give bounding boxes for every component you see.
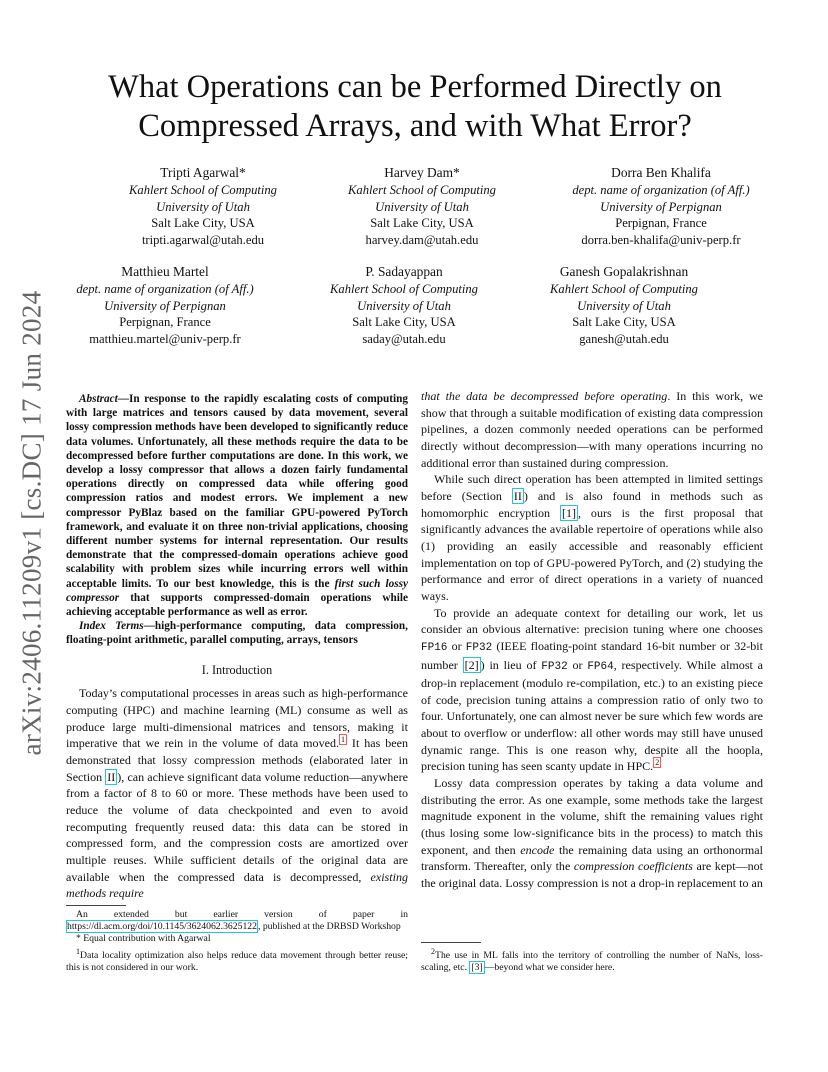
code-fp16: FP16 [421,641,448,654]
author-organization: University of Utah [357,298,451,313]
code-fp32: FP32 [541,660,568,673]
footnote-text: The use in ML falls into the territory of controlling the number of NaNs, loss-scaling, etc. [421,950,763,974]
footnote-text: , published at the DRBSD Workshop [257,921,401,933]
author-organization: University of Utah [375,199,469,214]
author-affiliation: Kahlert School of Computing [330,281,478,296]
author-affiliation: Kahlert School of Computing [348,182,496,197]
index-terms: —high-performance computing, data compression, floating-point arithmetic, parallel computing, arrays, tensors [66,620,408,647]
title-line-1: What Operations can be Performed Directly on [108,69,722,105]
emphasis: compression coefficients [573,859,693,874]
author-name: P. Sadayappan [365,264,443,279]
author-email: ganesh@utah.edu [579,332,669,347]
author-affiliation: Kahlert School of Computing [129,182,277,197]
author-organization: University of Perpignan [600,199,722,214]
footnote-marker: 2 [431,947,436,956]
footnote-link-2[interactable]: 2 [655,758,660,768]
text: ) in lieu of [480,657,542,672]
author-location: Salt Lake City, USA [572,315,676,330]
author-location: Salt Lake City, USA [370,216,474,231]
abstract-label: Abstract [79,393,118,405]
author-name: Matthieu Martel [121,264,209,279]
author-organization: University of Utah [156,199,250,214]
footnote-rule [421,942,481,943]
abstract-text-end: that supports compressed-domain operations while achieving acceptable performance as well as error. [66,591,408,619]
intro-paragraph-3 [421,605,763,776]
intro-paragraph-4 [421,775,763,892]
author-organization: University of Utah [577,298,671,313]
author-name: Harvey Dam* [384,165,460,180]
citation-link[interactable]: [2] [464,657,479,672]
text: Lossy data compression operates by taking a data volume and distributing the error. As one example, some methods take the largest magnitude exponent in the volume, shift the remaining values right (thus losing some low-significance bits in the process) to match this exponent, and then [421,776,763,857]
author-block-2 [307,165,537,249]
author-block-4 [50,264,280,348]
author-block-5 [289,264,519,348]
section-link[interactable]: II [107,769,116,784]
author-name: Ganesh Gopalakrishnan [559,264,689,279]
author-block-6 [509,264,739,348]
footnote-rule [66,905,126,906]
footnotes-left [66,909,408,974]
index-terms-label: Index Terms [79,620,144,633]
footnote-text: —beyond what we consider here. [484,962,615,974]
author-email: matthieu.martel@univ-perp.fr [89,332,241,347]
text: ) and is also found in methods such as homomorphic encryption [421,488,763,520]
author-affiliation: dept. name of organization (of Aff.) [572,182,750,197]
author-name: Dorra Ben Khalifa [611,165,711,180]
footnote-link-1[interactable]: 1 [340,735,345,745]
text: Today’s computational processes in areas such as high-performance computing (HPC) and machine learning (ML) consume as well as produce large multi-dimensional matrices and tensors, making it imperative that we rein in the volume of data moved. [66,686,408,751]
code-fp64: FP64 [587,660,614,673]
text: (IEEE floating-point standard 16-bit number or 32-bit number [421,638,763,672]
footnotes-right [421,946,763,975]
code-fp32: FP32 [465,641,493,654]
text: It has been demonstrated that lossy compression methods (elaborated later in Section [66,736,408,784]
author-location: Perpignan, France [615,216,707,231]
equal-contribution-note: * Equal contribution with Agarwal [76,933,211,945]
abstract [66,392,408,648]
text: the remaining data using an orthonormal transform. Thereafter, only the [421,842,763,874]
right-column [421,388,763,892]
text: ), can achieve significant data volume reduction—anywhere from a factor of 8 to 60 or more. These methods have been used to reduce the volume of data checkpointed and even to avoid recomputing frequently reused data: this data can be stored in compressed form, and the compression costs are amortized over multiple reuses. While sufficient details of the original data are available when the compressed data is decompressed, [66,769,408,884]
author-block-3 [546,165,776,249]
text: To provide an adequate context for detailing our work, let us consider an obvious alternative: precision tuning where one chooses [421,605,763,637]
text: or [447,638,466,653]
footnote-text: Data locality optimization also helps reduce data movement through better reuse; this is not considered in our work. [66,949,408,974]
author-email: dorra.ben-khalifa@univ-perp.fr [581,233,741,248]
intro-paragraph-1-cont [421,388,763,471]
author-location: Salt Lake City, USA [151,216,255,231]
section-heading-introduction: I. Introduction [201,662,273,677]
left-column [66,392,408,902]
intro-paragraph-2 [421,471,763,604]
author-location: Salt Lake City, USA [352,315,456,330]
abstract-text: —In response to the rapidly escalating costs of computing with large matrices and tensors caused by data movement, several lossy compression methods have been developed to significantly reduce data volumes. Unfortunately, all these methods require the data to be decompressed before further computations are done. In this work, we develop a lossy compressor that allows a dozen fairly fundamental operations directly on compressed data while offering good compression ratios and modest errors. We implement a new compressor PyBlaz based on the familiar GPU-powered PyTorch framework, and evaluate it on three non-trivial applications, choosing different number systems for internal representation. Our results demonstrate that the compressed-domain operations achieve good scalability with problem sizes while incurring errors well within acceptable limits. To our best knowledge, this is the [66,393,408,590]
arxiv-side-label [12,288,52,758]
author-email: saday@utah.edu [362,332,446,347]
text: , respectively. While almost a drop-in replacement (modulo re-compilation, etc.) to an existing piece of code, precision tuning attains a compression ratio of only two to four. Unfortunately, one can almost never be sure which few words are about to overflow or underflow: all other words may still have unused dynamic range. This is one reason why, despite all the hoopla, precision tuning has seen scanty update in HPC. [421,657,764,774]
emphasis: encode [520,842,555,857]
text: . In this work, we show that through a suitable modification of existing data compression pipelines, a dozen commonly needed operations can be performed directly without decompression—with many operations incurring no additional error than sustained during compression. [421,389,763,470]
paper-title [60,68,770,146]
title-line-2: Compressed Arrays, and with What Error? [138,108,692,144]
text: While such direct operation has been attempted in limited settings before (Section [421,472,763,503]
author-location: Perpignan, France [119,315,211,330]
arxiv-identifier: arXiv:2406.11209v1 [cs.DC] 17 Jun 2024 [16,290,47,756]
author-block-1 [88,165,318,249]
citation-link[interactable]: [1] [561,505,576,520]
author-affiliation: dept. name of organization (of Aff.) [76,281,254,296]
author-name: Tripti Agarwal* [160,165,246,180]
intro-paragraph-1 [66,685,408,902]
footnote-text: An extended but earlier version of paper in [76,909,408,920]
author-email: harvey.dam@utah.edu [365,233,479,248]
footnote-marker: 1 [76,946,81,956]
text: , ours is the first proposal that significantly advances the available repertoire of operations while also (1) providing an easily accessible and reasonably efficient implementation on top of GPU-powered PyTorch, and (2) studying the performance and error of direct operations in a variety of nuanced ways. [421,505,763,603]
doi-link[interactable]: https://dl.acm.org/doi/10.1145/3624062.3625122 [67,921,257,933]
citation-link[interactable]: [3] [471,962,483,974]
author-organization: University of Perpignan [104,298,226,313]
section-link[interactable]: II [513,488,522,503]
text: or [567,657,588,672]
emphasis: existing methods require [66,869,408,901]
emphasis: that the data be decompressed before operating [421,389,668,403]
abstract-emphasis: first such lossy compressor [66,577,408,604]
author-affiliation: Kahlert School of Computing [550,281,698,296]
author-email: tripti.agarwal@utah.edu [141,233,265,248]
text: are kept—not the original data. Lossy compression is not a drop-in replacement to an [421,859,763,891]
